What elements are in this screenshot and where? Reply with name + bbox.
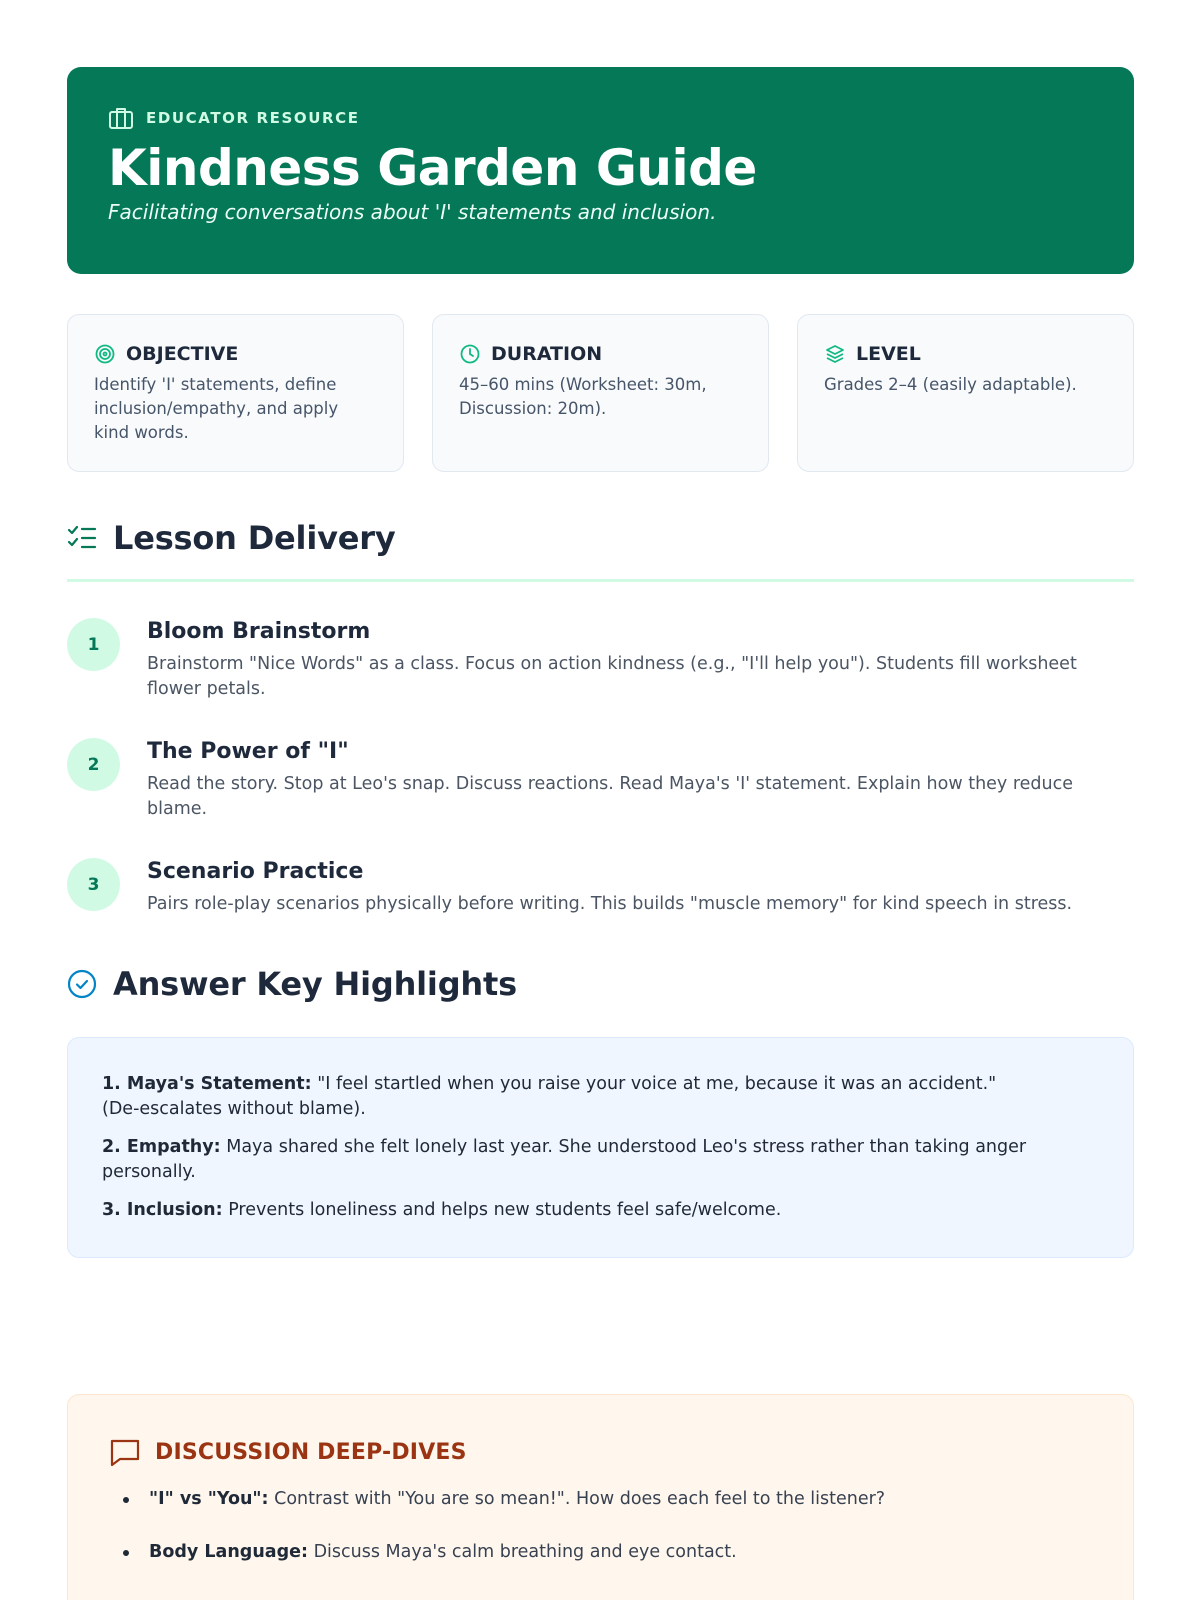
- step-title: Bloom Brainstorm: [147, 619, 371, 644]
- layers-icon: [824, 343, 846, 365]
- chat-bubble-icon: [109, 1437, 141, 1467]
- step-description: Read the story. Stop at Leo's snap. Discuss reactions. Read Maya's 'I' statement. Explain how they reduce blame.: [147, 774, 1074, 819]
- discussion-title: DISCUSSION DEEP-DIVES: [155, 1439, 467, 1465]
- page-subtitle: Facilitating conversations about 'I' statements and inclusion.: [108, 200, 717, 224]
- section-title: Answer Key Highlights: [113, 965, 517, 1003]
- step-title: Scenario Practice: [147, 859, 364, 884]
- answer-item: [102, 1072, 1032, 1122]
- step-number: 3: [67, 858, 120, 911]
- eyebrow: [108, 105, 1093, 131]
- card-body: Grades 2–4 (easily adaptable).: [824, 375, 1077, 394]
- header-banner: [67, 67, 1134, 274]
- checklist-icon: [67, 524, 97, 552]
- card-body: Identify 'I' statements, define inclusion/empathy, and apply kind words.: [94, 375, 339, 442]
- section-divider: [67, 579, 1134, 582]
- answer-key-box: [67, 1037, 1134, 1258]
- answer-label: 1. Maya's Statement:: [102, 1074, 312, 1094]
- answer-item: [102, 1135, 1032, 1185]
- discussion-box: [67, 1394, 1134, 1600]
- card-title: OBJECTIVE: [126, 343, 239, 365]
- lesson-step: [67, 738, 1134, 818]
- answer-text: Prevents loneliness and helps new students feel safe/welcome.: [222, 1200, 782, 1220]
- target-icon: [94, 343, 116, 365]
- item-label: Body Language:: [149, 1542, 308, 1562]
- briefcase-icon: [108, 106, 134, 130]
- item-label: "I" vs "You":: [149, 1489, 269, 1509]
- answer-item: [102, 1198, 1032, 1223]
- objective-card: [67, 314, 404, 472]
- step-description: Pairs role-play scenarios physically before writing. This builds "muscle memory" for kind speech in stress.: [147, 894, 1073, 914]
- lesson-step: [67, 618, 1134, 698]
- page-title: Kindness Garden Guide: [108, 139, 757, 197]
- discussion-heading: [109, 1435, 1092, 1469]
- list-item: [109, 1487, 1092, 1512]
- lesson-step: [67, 858, 1134, 918]
- level-card: [797, 314, 1134, 472]
- item-text: Contrast with "You are so mean!". How does each feel to the listener?: [268, 1489, 886, 1509]
- discussion-list: [109, 1487, 1092, 1565]
- info-cards: [67, 314, 1134, 472]
- lesson-delivery-heading: [67, 515, 396, 561]
- step-number: 2: [67, 738, 120, 791]
- item-text: Discuss Maya's calm breathing and eye contact.: [308, 1542, 737, 1562]
- answer-text: "I feel startled when you raise your voice at me, because it was an accident." (De-escalates without blame).: [102, 1074, 997, 1119]
- list-item: [109, 1540, 1092, 1565]
- answer-key-heading: [67, 961, 517, 1007]
- answer-label: 3. Inclusion:: [102, 1200, 223, 1220]
- eyebrow-label: EDUCATOR RESOURCE: [146, 109, 360, 127]
- duration-card: [432, 314, 769, 472]
- answer-label: 2. Empathy:: [102, 1137, 221, 1157]
- step-title: The Power of "I": [147, 739, 349, 764]
- step-number: 1: [67, 618, 120, 671]
- card-title: DURATION: [491, 343, 603, 365]
- card-title: LEVEL: [856, 343, 921, 365]
- answer-text: Maya shared she felt lonely last year. She understood Leo's stress rather than taking anger personally.: [102, 1137, 1027, 1182]
- check-circle-icon: [67, 969, 97, 999]
- card-body: 45–60 mins (Worksheet: 30m, Discussion: 20m).: [459, 375, 707, 418]
- section-title: Lesson Delivery: [113, 519, 396, 557]
- step-description: Brainstorm "Nice Words" as a class. Focus on action kindness (e.g., "I'll help you"). Students fill worksheet flower petals.: [147, 654, 1077, 699]
- clock-icon: [459, 343, 481, 365]
